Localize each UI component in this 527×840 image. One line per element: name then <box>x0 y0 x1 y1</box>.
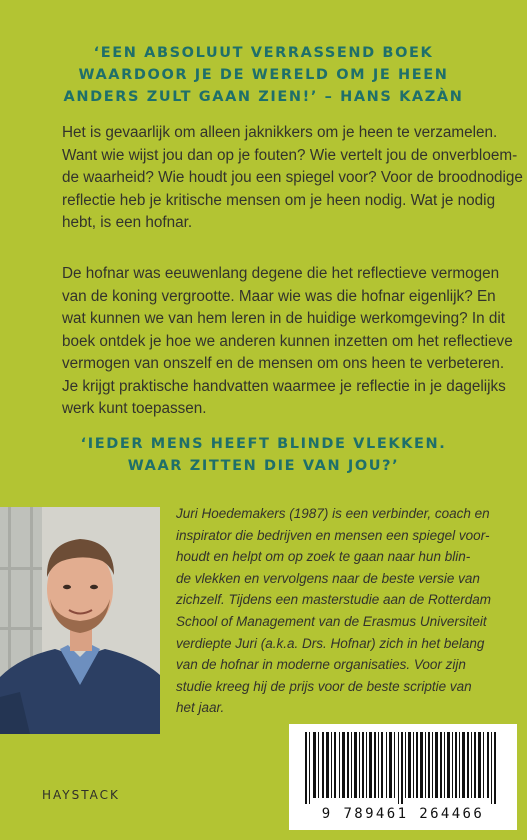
middle-quote <box>0 433 527 477</box>
description-paragraph-line: werk kunt toepassen. <box>62 400 207 417</box>
intro-paragraph-line: Want wie wijst jou dan op je fouten? Wie vertelt jou de onverbloem- <box>62 146 518 164</box>
intro-paragraph-line: Het is gevaarlijk om alleen jaknikkers om je heen te verzamelen. <box>62 124 498 141</box>
description-paragraph-line: boek ontdek je hoe we anderen kunnen inzetten om het reflectieve <box>62 332 513 350</box>
intro-paragraph-line: reflectie heb je kritische mensen om je heen nodig. Wat je nodig <box>62 191 496 209</box>
author-bio-line: School of Management van de Erasmus Universiteit <box>176 613 487 629</box>
publisher-logo: HAYSTACK <box>42 788 120 802</box>
author-bio-line: zichzelf. Tijdens een masterstudie aan de Rotterdam <box>176 592 492 608</box>
top-quote-line-1: ‘EEN ABSOLUUT VERRASSEND BOEK <box>93 45 434 61</box>
intro-paragraph <box>62 122 523 235</box>
author-bio-line: verdiepte Juri (a.k.a. Drs. Hofnar) zich in het belang <box>176 635 485 651</box>
intro-paragraph-line: de waarheid? Wie houdt jou een spiegel voor? Voor de broodnodige <box>62 169 523 186</box>
middle-quote-line-1: ‘IEDER MENS HEEFT BLINDE VLEKKEN. <box>80 436 447 452</box>
author-bio <box>176 503 521 719</box>
top-quote <box>0 42 527 108</box>
author-bio-line: van de hofnar in moderne organisaties. Voor zijn <box>176 657 466 673</box>
description-paragraph-line: wat kunnen we van hem leren in de huidige werkomgeving? In dit <box>62 310 506 327</box>
description-paragraph <box>62 263 512 421</box>
description-paragraph-line: vermogen van onszelf en de mensen om ons heen te verbeteren. <box>62 355 505 372</box>
author-bio-line: het jaar. <box>176 700 225 716</box>
middle-quote-line-2: WAAR ZITTEN DIE VAN JOU?’ <box>127 458 400 474</box>
author-bio-line: studie kreeg hij de prijs voor de beste scriptie van <box>176 678 472 694</box>
author-bio-line: houdt en helpt om op zoek te gaan naar hun blin- <box>176 549 471 565</box>
author-bio-line: de vlekken en vervolgens naar de beste versie van <box>176 570 480 586</box>
top-quote-line-2: WAARDOOR JE DE WERELD OM JE HEEN <box>78 67 449 83</box>
description-paragraph-line: De hofnar was eeuwenlang degene die het reflectieve vermogen <box>62 265 500 282</box>
intro-paragraph-line: hebt, is een hofnar. <box>62 214 193 231</box>
author-photo <box>0 507 160 734</box>
author-bio-line: Juri Hoedemakers (1987) is een verbinder, coach en <box>176 506 490 521</box>
description-paragraph-line: Je krijgt praktische handvatten waarmee je reflectie in je dagelijks <box>62 377 506 395</box>
description-paragraph-line: van de koning vergrootte. Maar wie was die hofnar eigenlijk? En <box>62 287 496 305</box>
isbn-number: 9 789461 264466 <box>321 806 485 822</box>
barcode <box>289 724 517 830</box>
top-quote-line-3: ANDERS ZULT GAAN ZIEN!’ – HANS KAZÀN <box>63 89 464 105</box>
author-bio-line: inspirator die bedrijven en mensen een spiegel voor- <box>176 527 490 543</box>
